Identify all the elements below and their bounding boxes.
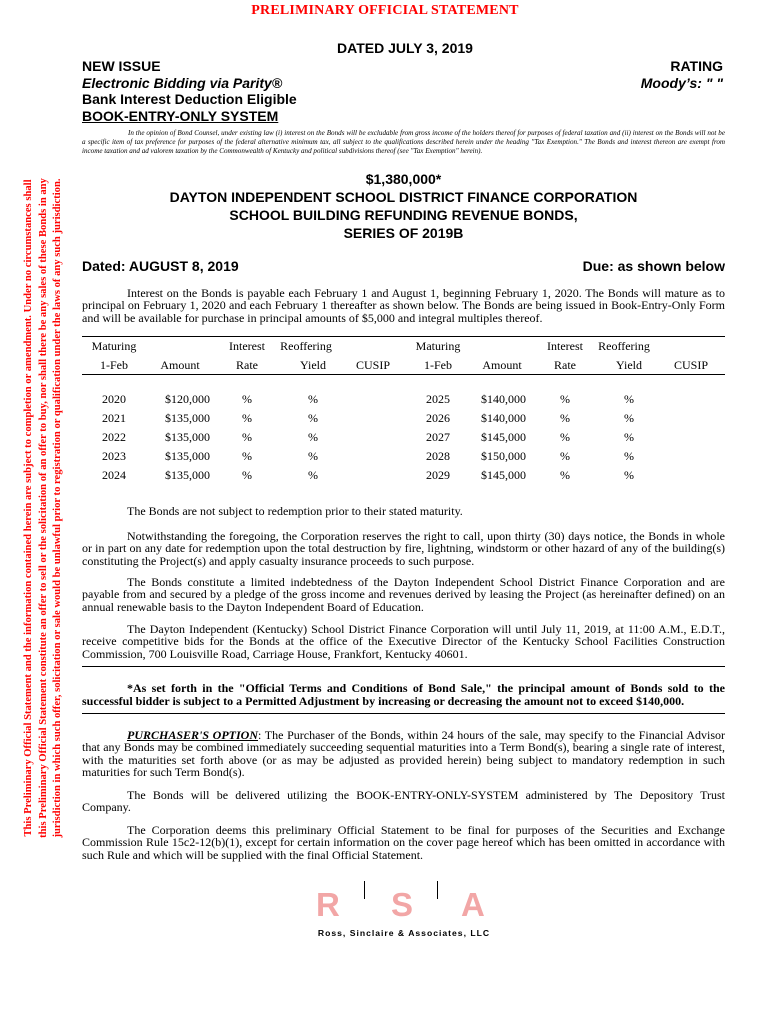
left-maturity-year: 2024 bbox=[102, 468, 126, 482]
bond-title-line-3: SERIES OF 2019B bbox=[343, 225, 464, 241]
left-reoffering-yield: % bbox=[308, 430, 318, 444]
left-maturity-amount: $135,000 bbox=[165, 449, 210, 463]
left-maturity-amount: $120,000 bbox=[165, 392, 210, 406]
right-reoffering-yield: % bbox=[624, 392, 634, 406]
disclaimer-sidebar bbox=[22, 128, 66, 888]
right-reoffering-yield: % bbox=[624, 449, 634, 463]
right-maturity-year: 2025 bbox=[426, 392, 450, 406]
right-reoffering-yield: % bbox=[624, 468, 634, 482]
right-maturity-amount: $145,000 bbox=[481, 430, 526, 444]
right-interest-rate: % bbox=[560, 449, 570, 463]
disclaimer-line-1: This Preliminary Official Statement and the information contained herein are subject to completion or amendment. Under no circumstances shall bbox=[23, 179, 34, 837]
right-maturity-amount: $150,000 bbox=[481, 449, 526, 463]
left-reoffering-yield: % bbox=[308, 449, 318, 463]
rsa-logo bbox=[311, 878, 497, 940]
bids-paragraph: The Dayton Independent (Kentucky) School District Finance Corporation will until July 11, 2019, at 11:00 A.M., E.D.T., receive competitive bids for the Bonds at the office of the Executive Director of the Kentucky School Facilities Construction Commission, 700 Louisville Road, Carriage House, Frankfort, Kentucky 40601. bbox=[82, 622, 725, 661]
left-maturity-year: 2021 bbox=[102, 411, 126, 425]
logo-letter-s: S bbox=[391, 886, 414, 923]
note-bottom-rule bbox=[82, 713, 725, 714]
issue-header bbox=[82, 58, 297, 124]
moodys-rating: Moody’s: " " bbox=[640, 74, 723, 91]
feb-header-left: 1-Feb bbox=[100, 358, 128, 372]
left-reoffering-yield: % bbox=[308, 468, 318, 482]
left-interest-rate: % bbox=[242, 411, 252, 425]
left-maturity-year: 2022 bbox=[102, 430, 126, 444]
table-top-rule bbox=[82, 336, 725, 337]
right-interest-rate: % bbox=[560, 411, 570, 425]
bond-title bbox=[82, 170, 725, 242]
left-maturity-amount: $135,000 bbox=[165, 430, 210, 444]
preliminary-banner: PRELIMINARY OFFICIAL STATEMENT bbox=[251, 3, 519, 18]
new-issue-label: NEW ISSUE bbox=[82, 58, 161, 74]
left-interest-rate: % bbox=[242, 392, 252, 406]
dated-label: Dated: AUGUST 8, 2019 bbox=[82, 258, 239, 274]
rating-header bbox=[641, 58, 723, 91]
disclaimer-line-2: this Preliminary Official Statement constitute an offer to sell or the solicitation of an offer to buy, nor shall there be any sales of these Bonds in any bbox=[37, 178, 49, 838]
interest-header-left: Interest bbox=[229, 339, 265, 353]
bidding-label: Electronic Bidding via Parity® bbox=[82, 74, 283, 91]
yield-header-left: Yield bbox=[300, 358, 326, 372]
reoffering-header-right: Reoffering bbox=[598, 339, 650, 353]
right-maturity-year: 2027 bbox=[426, 430, 450, 444]
purchaser-option-text: : The Purchaser of the Bonds, within 24 hours of the sale, may specify to the Financial Advisor that any Bonds may be combined immediately succeeding sequential maturities into a Term Bond(s), bearing a single rate of interest, with the maturities set forth above (or as may be adjusted as provided herein) being subject to mandatory redemption in such maturities for such Term Bond(s). bbox=[82, 728, 726, 780]
bond-title-line-2: SCHOOL BUILDING REFUNDING REVENUE BONDS, bbox=[229, 207, 578, 223]
final-paragraph: The Corporation deems this preliminary Official Statement to be final for purposes of the Securities and Exchange Commission Rule 15c2-12(b)(1), except for certain information on the cover page hereof which has been omitted in accordance with such Rule and which will be supplied with the final Official Statement. bbox=[82, 823, 725, 862]
feb-header-right: 1-Feb bbox=[424, 358, 452, 372]
logo-bar-right bbox=[437, 881, 438, 899]
due-label: Due: as shown below bbox=[582, 258, 725, 274]
right-maturity-amount: $140,000 bbox=[481, 392, 526, 406]
intro-paragraph: Interest on the Bonds is payable each February 1 and August 1, beginning February 1, 2020. The Bonds will mature as to principal on February 1, 2020 and each February 1 thereafter as shown below. The Bonds are being issued in Book-Entry-Only Form and will be available for purchase in principal amounts of $5,000 and integral multiples thereof. bbox=[82, 286, 725, 325]
rating-label: RATING bbox=[670, 58, 723, 74]
note-top-rule bbox=[82, 666, 725, 667]
adjustment-note: *As set forth in the "Official Terms and Conditions of Bond Sale," the principal amount of Bonds sold to the successful bidder is subject to a Permitted Adjustment by increasing or decreasing the amount not to exceed $140,000. bbox=[82, 681, 725, 708]
right-maturity-amount: $140,000 bbox=[481, 411, 526, 425]
right-interest-rate: % bbox=[560, 430, 570, 444]
right-maturity-year: 2026 bbox=[426, 411, 450, 425]
logo-bar-left bbox=[364, 881, 365, 899]
rate-header-right: Rate bbox=[554, 358, 576, 372]
bank-interest-label: Bank Interest Deduction Eligible bbox=[82, 91, 297, 107]
reoffering-header-left: Reoffering bbox=[280, 339, 332, 353]
delivery-paragraph: The Bonds will be delivered utilizing the BOOK-ENTRY-ONLY-SYSTEM administered by The Depository Trust Company. bbox=[82, 788, 725, 815]
disclaimer-line-3: jurisdiction in which such offer, solicitation or sale would be unlawful prior to registration or qualification under the laws of any such jurisdiction. bbox=[52, 178, 63, 838]
dated-due-row bbox=[82, 258, 725, 274]
right-reoffering-yield: % bbox=[624, 411, 634, 425]
left-maturity-year: 2023 bbox=[102, 449, 126, 463]
right-maturity-amount: $145,000 bbox=[481, 468, 526, 482]
logo-caption: Ross, Sinclaire & Associates, LLC bbox=[317, 928, 491, 938]
right-maturity-year: 2029 bbox=[426, 468, 450, 482]
right-reoffering-yield: % bbox=[624, 430, 634, 444]
right-interest-rate: % bbox=[560, 392, 570, 406]
maturing-header-right: Maturing bbox=[415, 339, 461, 353]
left-interest-rate: % bbox=[242, 468, 252, 482]
call-paragraph: Notwithstanding the foregoing, the Corporation reserves the right to call, upon thirty (30) days notice, the Bonds in whole or in part on any date for redemption upon the total destruction by fire, lightning, windstorm or other hazard of any of the building(s) constituting the Project(s) and apply casualty insurance proceeds to such purpose. bbox=[82, 529, 725, 568]
tax-opinion: In the opinion of Bond Counsel, under existing law (i) interest on the Bonds will be excludable from gross income of the holders thereof for purposes of federal taxation and (ii) interest on the Bonds will not be a specific item of tax preference for purposes of the federal alternative minimum tax, all subject to the qualifications described herein under the heading "Tax Exemption." The Bonds and interest thereon are exempt from income taxation and ad valorem taxation by the Commonwealth of Kentucky and political subdivisions thereof (see "Tax Exemption" herein). bbox=[82, 129, 725, 155]
right-maturity-year: 2028 bbox=[426, 449, 450, 463]
left-interest-rate: % bbox=[242, 449, 252, 463]
amount-header-left: Amount bbox=[160, 358, 200, 372]
maturing-header-left: Maturing bbox=[91, 339, 137, 353]
left-maturity-amount: $135,000 bbox=[165, 468, 210, 482]
amount-header-right: Amount bbox=[482, 358, 522, 372]
purchaser-option-paragraph bbox=[82, 729, 725, 779]
redemption-paragraph: The Bonds are not subject to redemption prior to their stated maturity. bbox=[127, 504, 463, 518]
left-reoffering-yield: % bbox=[308, 411, 318, 425]
rate-header-left: Rate bbox=[236, 358, 258, 372]
yield-header-right: Yield bbox=[616, 358, 642, 372]
table-header-rule bbox=[82, 374, 725, 375]
logo-letter-r: R bbox=[316, 886, 340, 923]
left-maturity-amount: $135,000 bbox=[165, 411, 210, 425]
interest-header-right: Interest bbox=[547, 339, 583, 353]
dated-line: DATED JULY 3, 2019 bbox=[337, 40, 473, 56]
logo-letter-a: A bbox=[461, 886, 485, 923]
cusip-header-right: CUSIP bbox=[673, 358, 708, 372]
bond-title-line-1: DAYTON INDEPENDENT SCHOOL DISTRICT FINANCE CORPORATION bbox=[169, 189, 638, 205]
indebtedness-paragraph: The Bonds constitute a limited indebtedness of the Dayton Independent School District Finance Corporation and are payable from and secured by a pledge of the gross income and revenues derived by leasing the Project (as hereinafter defined) on an annual renewable basis to the Dayton Independent Board of Education. bbox=[82, 575, 725, 614]
left-reoffering-yield: % bbox=[308, 392, 318, 406]
left-interest-rate: % bbox=[242, 430, 252, 444]
bond-amount: $1,380,000* bbox=[365, 171, 442, 187]
book-entry-label: BOOK-ENTRY-ONLY SYSTEM bbox=[82, 107, 279, 124]
cusip-header-left: CUSIP bbox=[355, 358, 390, 372]
right-interest-rate: % bbox=[560, 468, 570, 482]
purchaser-option-label: PURCHASER'S OPTION bbox=[127, 728, 259, 742]
left-maturity-year: 2020 bbox=[102, 392, 126, 406]
